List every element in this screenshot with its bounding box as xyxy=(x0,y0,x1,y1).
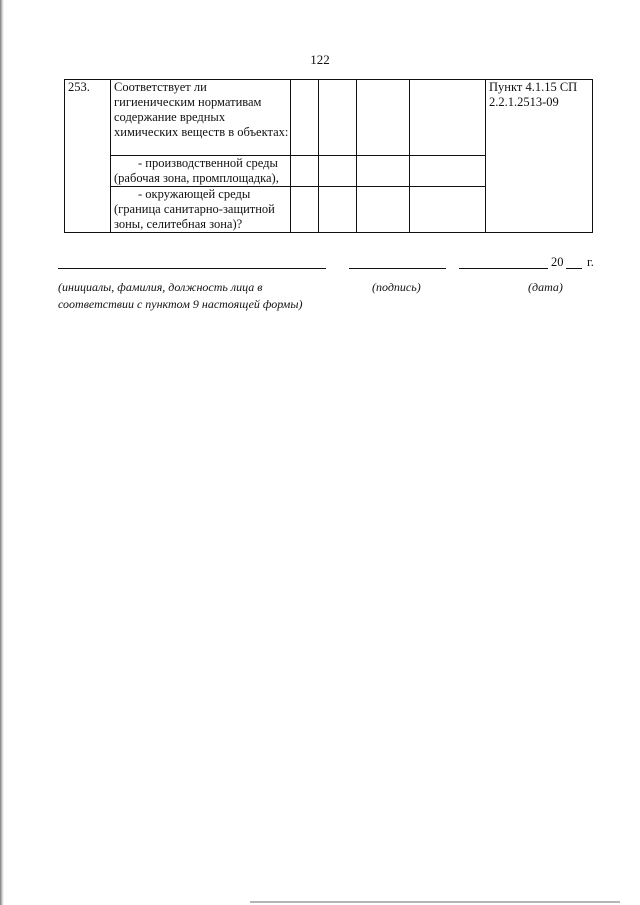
sign-caption: (подпись) xyxy=(372,280,421,294)
year-suffix: г. xyxy=(587,255,594,269)
answer-cell[interactable] xyxy=(410,187,486,233)
question-cell: Соответствует ли гигиеническим нормативам содержание вредных химических веществ в объектах: xyxy=(111,80,291,156)
scan-bottom-edge xyxy=(250,901,620,903)
answer-cell[interactable] xyxy=(291,156,319,187)
sign-line[interactable] xyxy=(349,268,446,269)
answer-cell[interactable] xyxy=(410,80,486,156)
year-line[interactable] xyxy=(566,268,582,269)
answer-cell[interactable] xyxy=(319,80,357,156)
date-caption: (дата) xyxy=(528,280,563,294)
table-row-question xyxy=(65,80,593,156)
year-prefix: 20 xyxy=(551,255,564,269)
sub-item-label: - окружающей среды (граница санитарно-защитной зоны, селитебная зона)? xyxy=(114,187,275,231)
checklist-table xyxy=(64,79,593,233)
scan-left-edge xyxy=(0,0,4,905)
sub-item-environment xyxy=(111,187,291,233)
answer-cell[interactable] xyxy=(319,187,357,233)
sub-item-label: - производственной среды (рабочая зона, промплощадка), xyxy=(114,156,279,185)
answer-cell[interactable] xyxy=(410,156,486,187)
answer-cell[interactable] xyxy=(319,156,357,187)
sub-item-production xyxy=(111,156,291,187)
date-line[interactable] xyxy=(459,268,548,269)
answer-cell[interactable] xyxy=(357,156,410,187)
reference-cell: Пункт 4.1.15 СП 2.2.1.2513-09 xyxy=(486,80,593,233)
answer-cell[interactable] xyxy=(357,187,410,233)
answer-cell[interactable] xyxy=(291,80,319,156)
name-signature-line[interactable] xyxy=(58,268,326,269)
answer-cell[interactable] xyxy=(291,187,319,233)
answer-cell[interactable] xyxy=(357,80,410,156)
item-number-cell: 253. xyxy=(65,80,111,233)
page-number: 122 xyxy=(310,52,330,67)
name-caption: (инициалы, фамилия, должность лица в соответствии с пунктом 9 настоящей формы) xyxy=(58,280,303,311)
